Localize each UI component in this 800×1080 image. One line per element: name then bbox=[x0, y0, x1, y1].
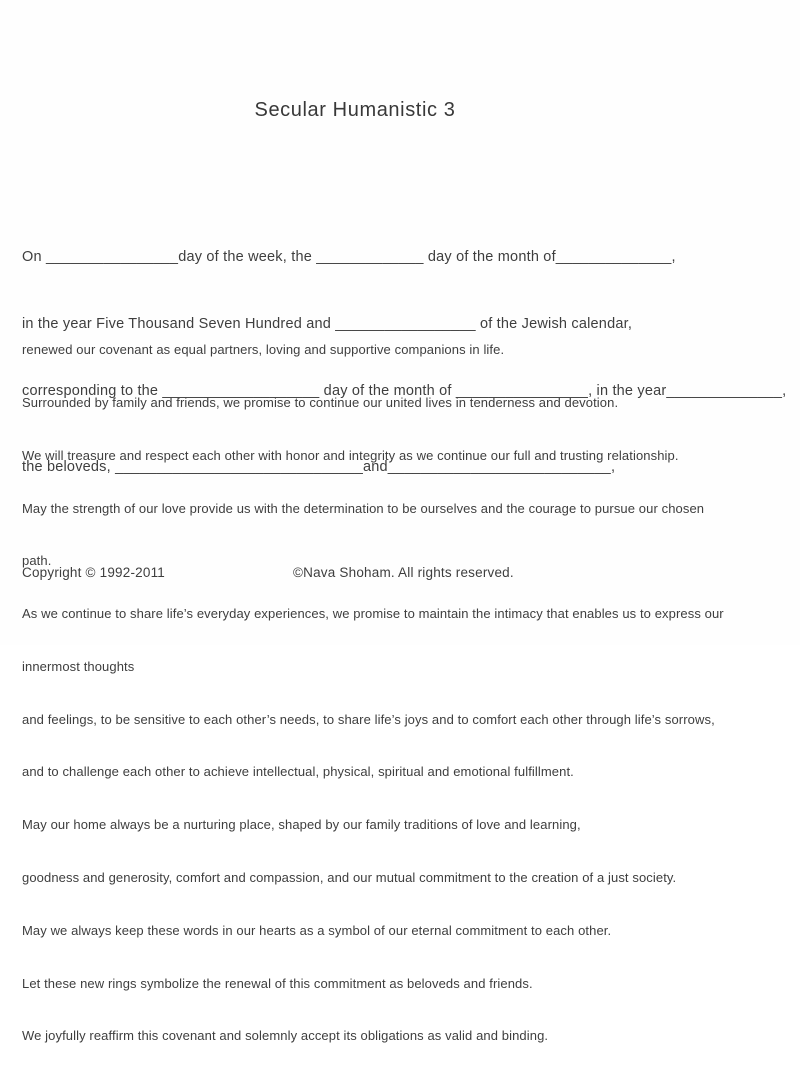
covenant-line: We joyfully reaffirm this covenant and solemnly accept its obligations as valid and binding. bbox=[22, 1028, 549, 1044]
covenant-line: innermost thoughts bbox=[22, 658, 135, 674]
fill-in-line-jewish-year: in the year Five Thousand Seven Hundred and _________________ of the Jewish calendar, bbox=[22, 316, 633, 333]
covenant-line: Let these new rings symbolize the renewal of this commitment as beloveds and friends. bbox=[22, 975, 533, 991]
covenant-text bbox=[22, 306, 724, 1080]
covenant-line: path. bbox=[22, 553, 52, 569]
covenant-line: May we always keep these words in our hearts as a symbol of our eternal commitment to each other. bbox=[22, 922, 612, 938]
copyright-footer bbox=[0, 565, 800, 585]
fill-in-line-date-of-week: On ________________day of the week, the _____________ day of the month of______________, bbox=[22, 248, 676, 265]
covenant-line: renewed our covenant as equal partners, loving and supportive companions in life. bbox=[22, 342, 505, 358]
covenant-line: Surrounded by family and friends, we promise to continue our united lives in tenderness and devotion. bbox=[22, 394, 619, 410]
copyright-owner: ©Nava Shoham. All rights reserved. bbox=[293, 565, 514, 580]
copyright-years: Copyright © 1992-2011 bbox=[22, 565, 165, 580]
covenant-line: May our home always be a nurturing place, shaped by our family traditions of love and learning, bbox=[22, 817, 581, 833]
covenant-line: As we continue to share life’s everyday experiences, we promise to maintain the intimacy that enables us to express our bbox=[22, 606, 724, 622]
fill-in-line-beloveds-names: the beloveds, ______________________________and___________________________, bbox=[22, 459, 616, 476]
covenant-line: goodness and generosity, comfort and compassion, and our mutual commitment to the creation of a just society. bbox=[22, 870, 677, 885]
covenant-line: May the strength of our love provide us with the determination to be ourselves and the courage to pursue our chosen bbox=[22, 500, 705, 516]
page-title: Secular Humanistic 3 bbox=[254, 99, 456, 121]
covenant-line: and feelings, to be sensitive to each other’s needs, to share life’s joys and to comfort each other through life’s sorrows, bbox=[22, 711, 715, 727]
covenant-line: We will treasure and respect each other with honor and integrity as we continue our full and trusting relationship. bbox=[22, 447, 679, 463]
fill-in-line-civil-date: corresponding to the ___________________ day of the month of ________________, in the year______________, bbox=[22, 383, 787, 400]
covenant-line: and to challenge each other to achieve intellectual, physical, spiritual and emotional fulfillment. bbox=[22, 764, 574, 780]
